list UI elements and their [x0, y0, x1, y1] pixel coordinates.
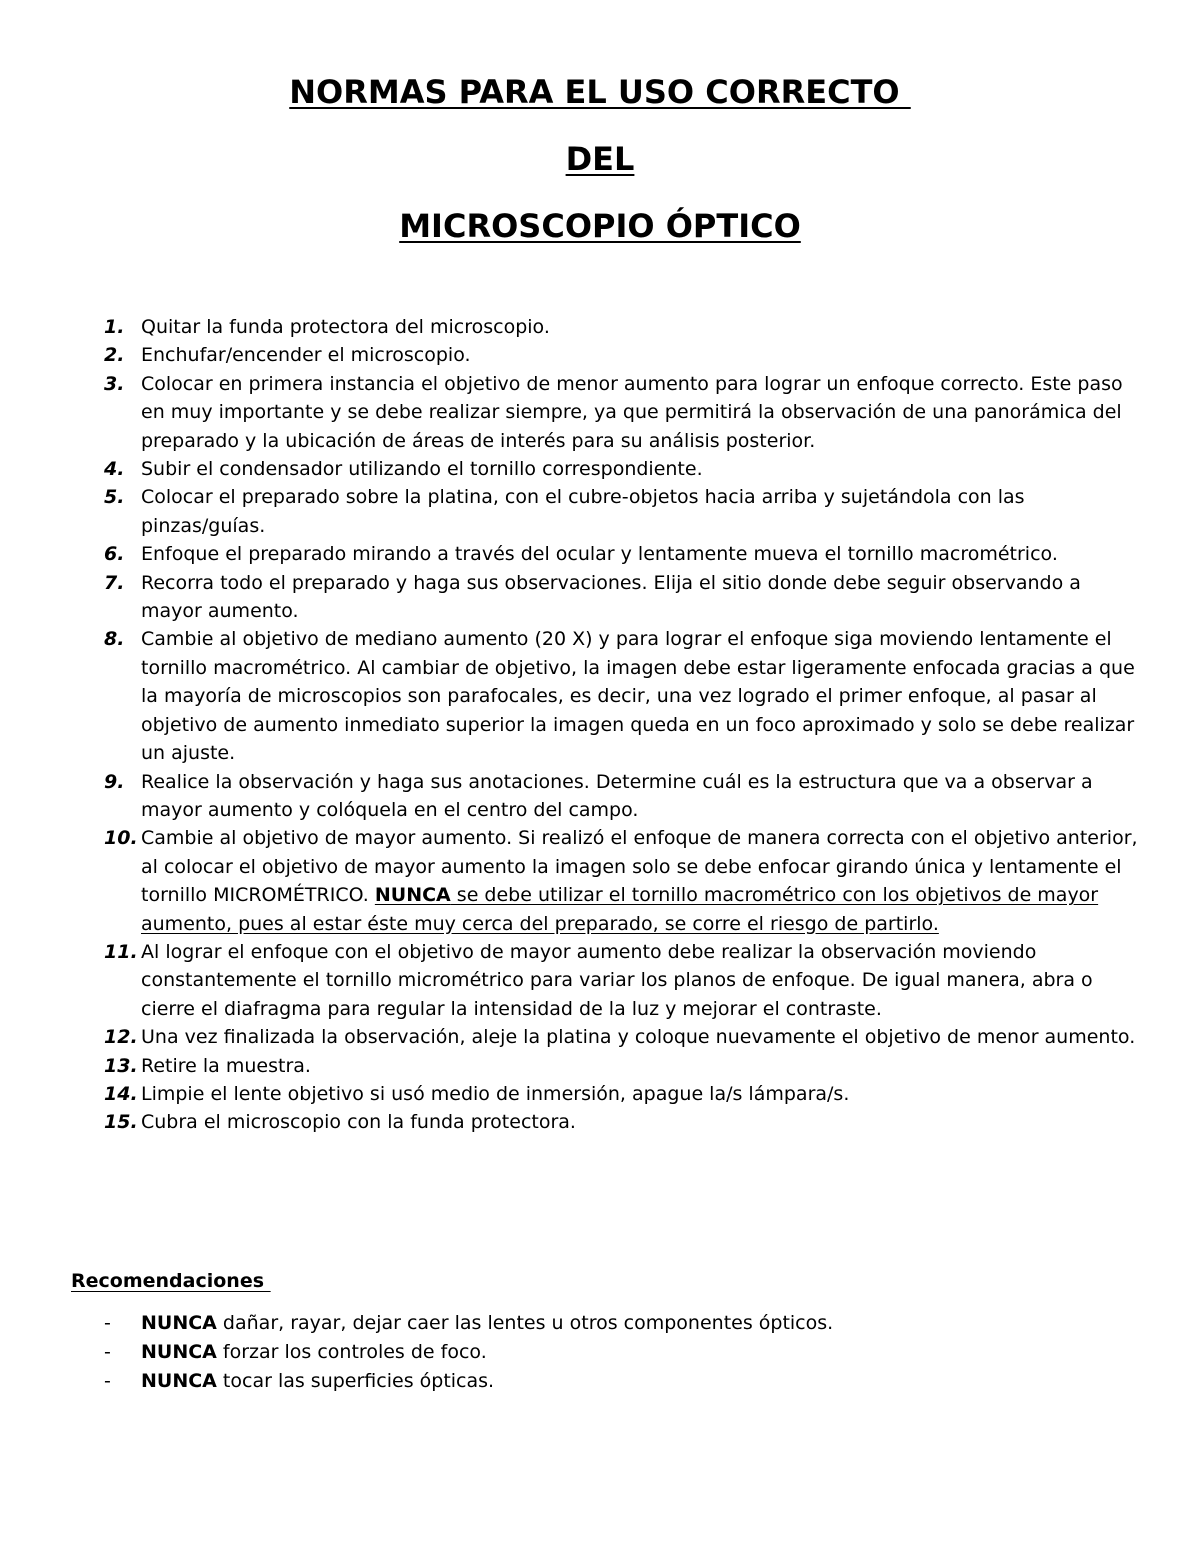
step-item: [104, 341, 1144, 369]
step-item: [104, 768, 1144, 825]
step-number: 2.: [104, 344, 125, 367]
recommendations-list: [104, 1309, 833, 1396]
recommendation-text: dañar, rayar, dejar caer las lentes u otros componentes ópticos.: [216, 1312, 834, 1334]
step-text: Recorra todo el preparado y haga sus observaciones. Elija el sitio donde debe seguir observando a mayor aumento.: [141, 571, 1081, 623]
step-item: [104, 1052, 1144, 1080]
step-number: 15.: [104, 1111, 138, 1134]
title-line-3: MICROSCOPIO ÓPTICO: [399, 207, 801, 245]
recommendation-item: [104, 1367, 833, 1396]
step-item: [104, 625, 1144, 767]
step-text: Cambie al objetivo de mayor aumento. Si realizó el enfoque de manera correcta con el objetivo anterior, al colocar el objetivo de mayor aumento la imagen solo se debe enfocar girando única y lentamente el tornillo MICROMÉTRICO.: [141, 827, 1138, 907]
step-text: Quitar la funda protectora del microscopio.: [141, 316, 550, 338]
step-number: 1.: [104, 316, 125, 338]
step-text: Enchufar/encender el microscopio.: [141, 344, 471, 367]
warning-underlined-text: se debe utilizar el tornillo macrométrico con los objetivos de mayor aumento, pues al estar éste muy cerca del preparado, se corre el riesgo de partirlo.: [141, 884, 1099, 935]
step-text: Realice la observación y haga sus anotaciones. Determine cuál es la estructura que va a observar a mayor aumento y colóquela en el centro del campo.: [141, 770, 1093, 821]
step-number: 10.: [104, 827, 138, 850]
step-item: [104, 1108, 1144, 1136]
step-item: [104, 938, 1144, 1023]
step-number: 8.: [104, 628, 125, 651]
step-text: Colocar en primera instancia el objetivo de menor aumento para lograr un enfoque correcto. Este paso en muy importante y se debe realizar siempre, ya que permitirá la observación de una panorámica del preparado y la ubicación de áreas de interés para su análisis posterior.: [141, 372, 1123, 452]
step-item: [104, 313, 1144, 341]
nunca-emphasis: NUNCA: [374, 884, 451, 907]
step-item: [104, 824, 1144, 938]
title-line-1: NORMAS PARA EL USO CORRECTO: [289, 73, 911, 111]
step-text: Colocar el preparado sobre la platina, con el cubre-objetos hacia arriba y sujetándola con las pinzas/guías.: [141, 486, 1025, 537]
recommendation-text: tocar las superficies ópticas.: [216, 1370, 495, 1392]
step-item: [104, 540, 1144, 568]
step-number: 13.: [104, 1054, 138, 1077]
step-number: 5.: [104, 486, 125, 509]
step-text: Retire la muestra.: [141, 1054, 311, 1077]
bullet-dash: -: [104, 1341, 111, 1363]
recommendation-item: [104, 1309, 833, 1338]
nunca-emphasis: NUNCA: [141, 1341, 217, 1363]
step-number: 12.: [104, 1026, 138, 1049]
step-number: 3.: [104, 372, 125, 395]
step-number: 4.: [104, 458, 125, 481]
step-item: [104, 1023, 1144, 1051]
step-item: [104, 370, 1144, 455]
step-item: [104, 1080, 1144, 1108]
step-number: 14.: [104, 1082, 138, 1105]
step-number: 11.: [104, 940, 138, 963]
step-number: 6.: [104, 543, 125, 566]
recommendation-text: forzar los controles de foco.: [216, 1341, 487, 1363]
step-text: Cubra el microscopio con la funda protectora.: [141, 1111, 576, 1134]
step-text: Cambie al objetivo de mediano aumento (20 X) y para lograr el enfoque siga moviendo lentamente el tornillo macrométrico. Al cambiar de objetivo, la imagen debe estar ligeramente enfocada gracias a que la mayoría de microscopios son parafocales, es decir, una vez logrado el primer enfoque, al pasar al objetivo de aumento inmediato superior la imagen queda en un foco aproximado y solo se debe realizar un ajuste.: [141, 628, 1135, 765]
step-text: Una vez finalizada la observación, aleje la platina y coloque nuevamente el objetivo de menor aumento.: [141, 1026, 1136, 1049]
bullet-dash: -: [104, 1312, 111, 1334]
step-text: Al lograr el enfoque con el objetivo de mayor aumento debe realizar la observación moviendo constantemente el tornillo micrométrico para variar los planos de enfoque. De igual manera, abra o cierre el diafragma para regular la intensidad de la luz y mejorar el contraste.: [141, 940, 1093, 1020]
bullet-dash: -: [104, 1370, 111, 1392]
step-text: Enfoque el preparado mirando a través del ocular y lentamente mueva el tornillo macrométrico.: [141, 543, 1058, 566]
step-number: 9.: [104, 770, 125, 793]
step-text: Limpie el lente objetivo si usó medio de inmersión, apague la/s lámpara/s.: [141, 1082, 850, 1105]
steps-list: [104, 313, 1144, 1137]
nunca-emphasis: NUNCA: [141, 1312, 217, 1334]
title-line-2: DEL: [565, 140, 635, 178]
recommendations-heading: Recomendaciones: [71, 1270, 271, 1292]
step-text: Subir el condensador utilizando el tornillo correspondiente.: [141, 458, 703, 481]
document-title: [0, 72, 1200, 273]
step-item: [104, 483, 1144, 540]
recommendation-item: [104, 1338, 833, 1367]
nunca-emphasis: NUNCA: [141, 1370, 217, 1392]
step-item: [104, 569, 1144, 626]
step-number: 7.: [104, 571, 125, 594]
step-item: [104, 455, 1144, 483]
